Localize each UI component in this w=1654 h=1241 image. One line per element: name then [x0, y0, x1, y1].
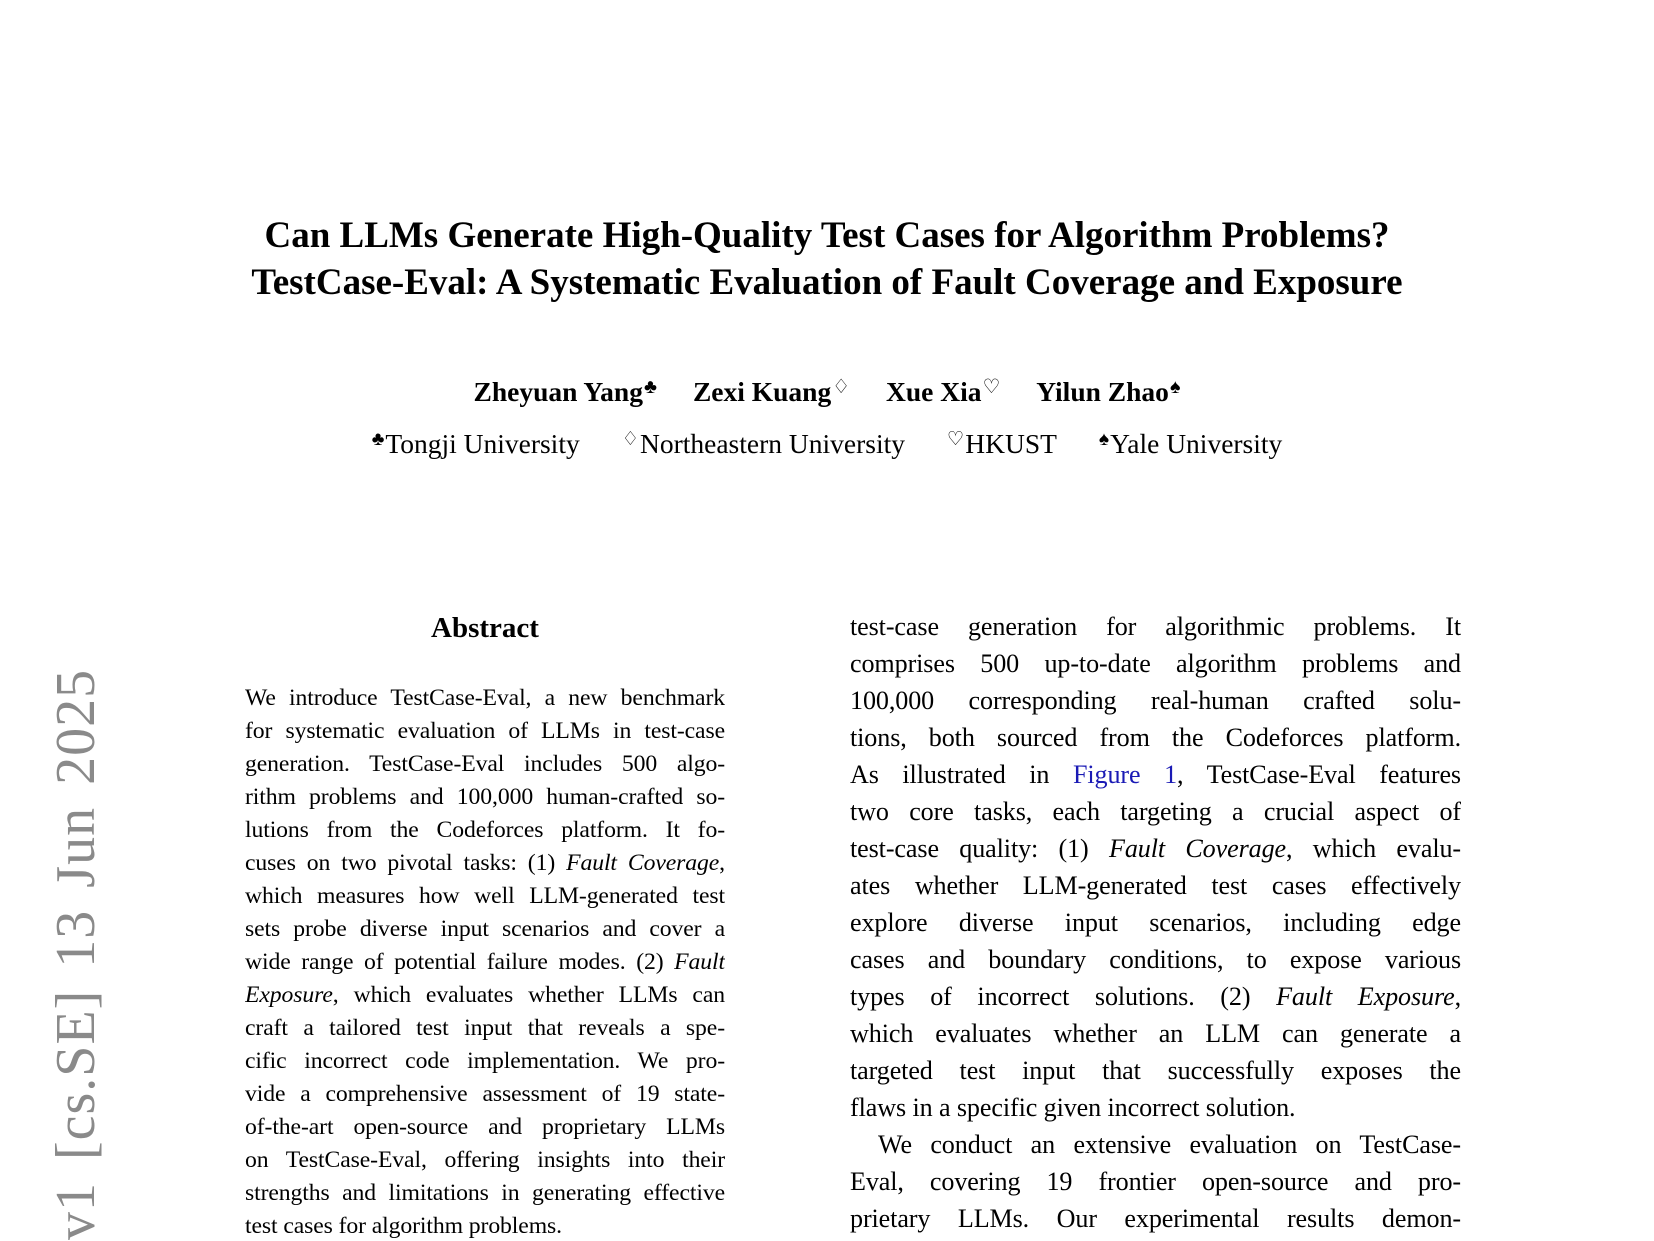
author: [1036, 376, 1180, 407]
text-line: targeted test input that successfully exposes the: [850, 1056, 1461, 1085]
heart-suit-mark: ♡: [946, 428, 965, 450]
italic-text: Fault Coverage: [566, 850, 720, 876]
figure-ref-link[interactable]: Figure 1: [1072, 760, 1178, 789]
text-line: flaws in a specific given incorrect solution.: [850, 1093, 1296, 1122]
author: [693, 376, 850, 407]
arxiv-stamp: v1 [cs.SE] 13 Jun 2025: [45, 668, 107, 1240]
affiliation-name: Northeastern University: [639, 428, 905, 459]
italic-text: Fault: [674, 949, 725, 975]
text-line: for systematic evaluation of LLMs in test-case: [245, 718, 725, 744]
abstract-heading: Abstract: [431, 612, 539, 644]
text-line: vide a comprehensive assessment of 19 state-: [245, 1081, 725, 1107]
text-line: sets probe diverse input scenarios and cover a: [245, 916, 725, 942]
text-line: We conduct an extensive evaluation on TestCase-: [878, 1130, 1461, 1159]
text-line: which evaluates whether an LLM can generate a: [850, 1019, 1461, 1048]
text-line: test cases for algorithm problems.: [245, 1213, 562, 1239]
text-line: generation. TestCase-Eval includes 500 algo-: [245, 751, 725, 777]
diamond-suit-mark: ♢: [621, 428, 639, 450]
intro-paragraph-2: [850, 1126, 1461, 1237]
authors-row: [0, 376, 1654, 408]
text-line: test-case quality: (1) Fault Coverage, which evalu-: [850, 834, 1461, 863]
text-line: We introduce TestCase-Eval, a new benchmark: [245, 685, 725, 711]
paper-title-line-2: TestCase-Eval: A Systematic Evaluation of Fault Coverage and Exposure: [251, 262, 1403, 303]
author-name: Zexi Kuang: [692, 376, 832, 407]
abstract-body: [245, 682, 725, 1241]
text-line: tions, both sourced from the Codeforces platform.: [850, 723, 1461, 752]
text-line: As illustrated in Figure 1, TestCase-Eval features: [850, 760, 1461, 789]
text-line: cuses on two pivotal tasks: (1) Fault Coverage,: [245, 850, 725, 876]
paper-title-line-1: Can LLMs Generate High-Quality Test Cases for Algorithm Problems?: [264, 215, 1390, 256]
author-name: Yilun Zhao: [1036, 376, 1169, 407]
text-line: types of incorrect solutions. (2) Fault Exposure,: [850, 982, 1461, 1011]
author: [886, 376, 1000, 407]
affiliation-name: Yale University: [1110, 428, 1283, 459]
affiliation: [372, 428, 580, 459]
spade-suit-mark: ♠: [1169, 375, 1181, 398]
text-line: prietary LLMs. Our experimental results demon-: [850, 1204, 1461, 1233]
introduction-column: [850, 608, 1461, 1237]
diamond-suit-mark: ♢: [832, 375, 850, 398]
italic-text: Exposure: [245, 982, 333, 1008]
affiliations-row: [0, 428, 1654, 460]
text-line: ates whether LLM-generated test cases effectively: [850, 871, 1461, 900]
text-line: craft a tailored test input that reveals a spe-: [245, 1015, 725, 1041]
text-line: cific incorrect code implementation. We pro-: [245, 1048, 725, 1074]
author-name: Xue Xia: [885, 376, 982, 407]
italic-text: Fault Exposure: [1276, 982, 1455, 1011]
text-line: which measures how well LLM-generated test: [245, 883, 725, 909]
text-line: cases and boundary conditions, to expose various: [850, 945, 1461, 974]
heart-suit-mark: ♡: [982, 375, 1001, 398]
text-line: Exposure, which evaluates whether LLMs can: [245, 982, 725, 1008]
club-suit-mark: ♣: [371, 428, 385, 450]
text-line: lutions from the Codeforces platform. It fo-: [245, 817, 725, 843]
spade-suit-mark: ♠: [1098, 428, 1110, 450]
text-line: two core tasks, each targeting a crucial aspect of: [850, 797, 1461, 826]
affiliation-name: Tongji University: [385, 428, 580, 459]
club-suit-mark: ♣: [643, 375, 657, 398]
text-line: explore diverse input scenarios, including edge: [850, 908, 1461, 937]
affiliation: [1099, 428, 1282, 459]
text-line: rithm problems and 100,000 human-crafted so-: [245, 784, 725, 810]
intro-paragraph-1: [850, 608, 1461, 1126]
text-line: 100,000 corresponding real-human crafted solu-: [850, 686, 1461, 715]
author: [474, 376, 657, 407]
text-line: test-case generation for algorithmic problems. It: [850, 612, 1461, 641]
text-line: on TestCase-Eval, offering insights into their: [245, 1147, 725, 1173]
paper-title: [0, 212, 1654, 306]
text-line: Eval, covering 19 frontier open-source and pro-: [850, 1167, 1461, 1196]
italic-text: Fault Coverage: [1109, 834, 1287, 863]
text-line: of-the-art open-source and proprietary LLMs: [245, 1114, 725, 1140]
affiliation-name: HKUST: [965, 428, 1057, 459]
affiliation: [947, 428, 1057, 459]
text-line: strengths and limitations in generating effective: [245, 1180, 725, 1206]
text-line: wide range of potential failure modes. (2) Fault: [245, 949, 725, 975]
author-name: Zheyuan Yang: [473, 376, 643, 407]
text-line: comprises 500 up-to-date algorithm problems and: [850, 649, 1461, 678]
affiliation: [622, 428, 905, 459]
